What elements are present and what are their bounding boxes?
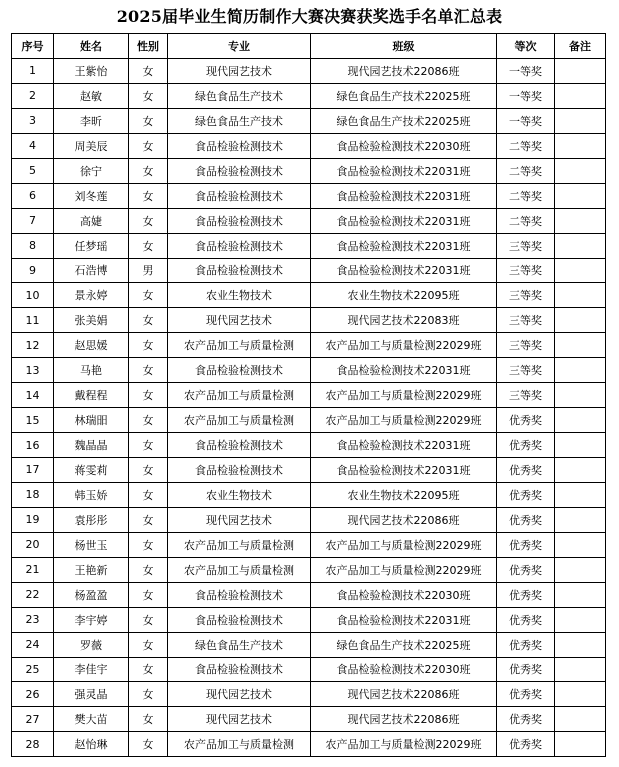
cell-name: 强灵晶 (54, 682, 129, 707)
cell-note (555, 433, 606, 458)
cell-class: 农产品加工与质量检测22029班 (311, 408, 497, 433)
table-row (12, 183, 606, 208)
cell-no: 23 (12, 607, 54, 632)
table-row (12, 333, 606, 358)
cell-level: 优秀奖 (497, 458, 555, 483)
cell-no: 24 (12, 632, 54, 657)
cell-class: 现代园艺技术22086班 (311, 507, 497, 532)
header-name: 姓名 (54, 34, 129, 59)
cell-note (555, 133, 606, 158)
cell-class: 现代园艺技术22083班 (311, 308, 497, 333)
cell-gender: 女 (129, 133, 168, 158)
cell-major: 农业生物技术 (168, 283, 311, 308)
cell-note (555, 582, 606, 607)
cell-note (555, 183, 606, 208)
cell-name: 王紫怡 (54, 59, 129, 84)
cell-level: 优秀奖 (497, 632, 555, 657)
cell-major: 食品检验检测技术 (168, 582, 311, 607)
cell-class: 食品检验检测技术22031班 (311, 358, 497, 383)
cell-level: 二等奖 (497, 133, 555, 158)
cell-gender: 女 (129, 358, 168, 383)
cell-level: 优秀奖 (497, 408, 555, 433)
table-row (12, 283, 606, 308)
cell-name: 杨盈盈 (54, 582, 129, 607)
table-row (12, 433, 606, 458)
cell-gender: 女 (129, 83, 168, 108)
cell-major: 农产品加工与质量检测 (168, 333, 311, 358)
cell-major: 绿色食品生产技术 (168, 83, 311, 108)
cell-major: 食品检验检测技术 (168, 458, 311, 483)
cell-major: 绿色食品生产技术 (168, 108, 311, 133)
header-level: 等次 (497, 34, 555, 59)
cell-no: 10 (12, 283, 54, 308)
header-class: 班级 (311, 34, 497, 59)
cell-note (555, 632, 606, 657)
cell-major: 农业生物技术 (168, 482, 311, 507)
header-note: 备注 (555, 34, 606, 59)
cell-gender: 女 (129, 582, 168, 607)
cell-no: 1 (12, 59, 54, 84)
cell-name: 石浩博 (54, 258, 129, 283)
cell-note (555, 607, 606, 632)
cell-name: 徐宁 (54, 158, 129, 183)
cell-note (555, 383, 606, 408)
table-row (12, 83, 606, 108)
cell-level: 三等奖 (497, 283, 555, 308)
cell-major: 食品检验检测技术 (168, 133, 311, 158)
cell-class: 食品检验检测技术22031班 (311, 458, 497, 483)
cell-name: 高婕 (54, 208, 129, 233)
cell-gender: 女 (129, 408, 168, 433)
table-row (12, 308, 606, 333)
cell-name: 李佳宇 (54, 657, 129, 682)
cell-note (555, 358, 606, 383)
cell-class: 农产品加工与质量检测22029班 (311, 532, 497, 557)
cell-gender: 女 (129, 283, 168, 308)
cell-major: 食品检验检测技术 (168, 208, 311, 233)
cell-note (555, 507, 606, 532)
cell-gender: 女 (129, 657, 168, 682)
cell-class: 绿色食品生产技术22025班 (311, 83, 497, 108)
cell-no: 2 (12, 83, 54, 108)
cell-level: 一等奖 (497, 83, 555, 108)
cell-major: 食品检验检测技术 (168, 657, 311, 682)
cell-name: 赵怡琳 (54, 732, 129, 757)
cell-major: 现代园艺技术 (168, 682, 311, 707)
cell-gender: 女 (129, 233, 168, 258)
table-row (12, 582, 606, 607)
cell-note (555, 458, 606, 483)
cell-major: 农产品加工与质量检测 (168, 557, 311, 582)
cell-note (555, 682, 606, 707)
cell-major: 农产品加工与质量检测 (168, 383, 311, 408)
cell-level: 优秀奖 (497, 433, 555, 458)
cell-name: 樊大苗 (54, 707, 129, 732)
cell-name: 周美辰 (54, 133, 129, 158)
cell-name: 赵敏 (54, 83, 129, 108)
cell-major: 食品检验检测技术 (168, 233, 311, 258)
cell-major: 食品检验检测技术 (168, 183, 311, 208)
cell-level: 优秀奖 (497, 732, 555, 757)
cell-no: 26 (12, 682, 54, 707)
cell-no: 15 (12, 408, 54, 433)
cell-name: 戴程程 (54, 383, 129, 408)
cell-level: 优秀奖 (497, 682, 555, 707)
cell-no: 9 (12, 258, 54, 283)
cell-level: 二等奖 (497, 158, 555, 183)
cell-no: 27 (12, 707, 54, 732)
cell-note (555, 657, 606, 682)
cell-name: 魏晶晶 (54, 433, 129, 458)
table-row (12, 557, 606, 582)
cell-note (555, 482, 606, 507)
cell-no: 12 (12, 333, 54, 358)
cell-note (555, 408, 606, 433)
header-gender: 性别 (129, 34, 168, 59)
cell-note (555, 233, 606, 258)
cell-gender: 女 (129, 507, 168, 532)
cell-no: 6 (12, 183, 54, 208)
cell-gender: 女 (129, 482, 168, 507)
cell-level: 一等奖 (497, 59, 555, 84)
cell-name: 王艳新 (54, 557, 129, 582)
cell-no: 19 (12, 507, 54, 532)
cell-no: 25 (12, 657, 54, 682)
cell-gender: 女 (129, 557, 168, 582)
cell-class: 食品检验检测技术22031班 (311, 208, 497, 233)
cell-name: 袁彤彤 (54, 507, 129, 532)
cell-gender: 女 (129, 433, 168, 458)
cell-gender: 女 (129, 707, 168, 732)
cell-no: 3 (12, 108, 54, 133)
cell-name: 刘冬莲 (54, 183, 129, 208)
cell-name: 李宇婷 (54, 607, 129, 632)
cell-name: 杨世玉 (54, 532, 129, 557)
cell-class: 食品检验检测技术22031班 (311, 183, 497, 208)
cell-class: 农产品加工与质量检测22029班 (311, 732, 497, 757)
cell-class: 食品检验检测技术22031班 (311, 433, 497, 458)
cell-name: 马艳 (54, 358, 129, 383)
cell-level: 优秀奖 (497, 532, 555, 557)
cell-name: 罗薇 (54, 632, 129, 657)
cell-gender: 女 (129, 308, 168, 333)
cell-major: 现代园艺技术 (168, 707, 311, 732)
cell-gender: 女 (129, 183, 168, 208)
table-row (12, 133, 606, 158)
cell-major: 食品检验检测技术 (168, 258, 311, 283)
cell-class: 农产品加工与质量检测22029班 (311, 557, 497, 582)
cell-no: 20 (12, 532, 54, 557)
cell-class: 食品检验检测技术22030班 (311, 657, 497, 682)
cell-level: 一等奖 (497, 108, 555, 133)
cell-level: 二等奖 (497, 208, 555, 233)
cell-level: 三等奖 (497, 233, 555, 258)
cell-level: 优秀奖 (497, 507, 555, 532)
cell-name: 赵思媛 (54, 333, 129, 358)
cell-name: 景永婷 (54, 283, 129, 308)
cell-class: 农业生物技术22095班 (311, 283, 497, 308)
cell-major: 现代园艺技术 (168, 59, 311, 84)
table-row (12, 682, 606, 707)
table-row (12, 108, 606, 133)
table-row (12, 482, 606, 507)
table-body (12, 59, 606, 757)
table-row (12, 208, 606, 233)
cell-gender: 女 (129, 632, 168, 657)
cell-major: 食品检验检测技术 (168, 358, 311, 383)
header-no: 序号 (12, 34, 54, 59)
table-row (12, 408, 606, 433)
cell-note (555, 707, 606, 732)
cell-class: 绿色食品生产技术22025班 (311, 632, 497, 657)
cell-no: 14 (12, 383, 54, 408)
cell-level: 三等奖 (497, 333, 555, 358)
cell-gender: 女 (129, 607, 168, 632)
cell-name: 林瑞昍 (54, 408, 129, 433)
table-row (12, 383, 606, 408)
cell-gender: 女 (129, 108, 168, 133)
cell-note (555, 532, 606, 557)
cell-no: 11 (12, 308, 54, 333)
cell-major: 食品检验检测技术 (168, 433, 311, 458)
cell-level: 三等奖 (497, 258, 555, 283)
cell-name: 任梦瑶 (54, 233, 129, 258)
cell-no: 5 (12, 158, 54, 183)
table-row (12, 707, 606, 732)
table-row (12, 507, 606, 532)
table-row (12, 607, 606, 632)
table-row (12, 258, 606, 283)
table-row (12, 632, 606, 657)
cell-gender: 女 (129, 59, 168, 84)
cell-gender: 女 (129, 532, 168, 557)
cell-class: 绿色食品生产技术22025班 (311, 108, 497, 133)
table-row (12, 59, 606, 84)
cell-major: 现代园艺技术 (168, 507, 311, 532)
cell-major: 食品检验检测技术 (168, 158, 311, 183)
table-row (12, 458, 606, 483)
table-row (12, 358, 606, 383)
cell-gender: 女 (129, 333, 168, 358)
cell-no: 28 (12, 732, 54, 757)
cell-class: 食品检验检测技术22030班 (311, 582, 497, 607)
cell-note (555, 158, 606, 183)
header-row (12, 34, 606, 59)
cell-gender: 女 (129, 158, 168, 183)
table-row (12, 732, 606, 757)
cell-note (555, 732, 606, 757)
table-row (12, 233, 606, 258)
cell-no: 8 (12, 233, 54, 258)
cell-note (555, 108, 606, 133)
winners-table (11, 33, 606, 757)
cell-no: 16 (12, 433, 54, 458)
cell-gender: 男 (129, 258, 168, 283)
cell-major: 农产品加工与质量检测 (168, 732, 311, 757)
cell-name: 韩玉娇 (54, 482, 129, 507)
cell-class: 现代园艺技术22086班 (311, 707, 497, 732)
cell-level: 优秀奖 (497, 707, 555, 732)
cell-name: 李昕 (54, 108, 129, 133)
cell-gender: 女 (129, 208, 168, 233)
cell-note (555, 83, 606, 108)
cell-level: 优秀奖 (497, 607, 555, 632)
cell-no: 18 (12, 482, 54, 507)
cell-class: 食品检验检测技术22031班 (311, 158, 497, 183)
cell-gender: 女 (129, 682, 168, 707)
cell-class: 农产品加工与质量检测22029班 (311, 383, 497, 408)
cell-major: 食品检验检测技术 (168, 607, 311, 632)
cell-major: 农产品加工与质量检测 (168, 408, 311, 433)
cell-major: 现代园艺技术 (168, 308, 311, 333)
cell-class: 现代园艺技术22086班 (311, 59, 497, 84)
cell-no: 21 (12, 557, 54, 582)
table-row (12, 532, 606, 557)
cell-major: 农产品加工与质量检测 (168, 532, 311, 557)
cell-level: 优秀奖 (497, 557, 555, 582)
cell-no: 17 (12, 458, 54, 483)
cell-note (555, 333, 606, 358)
cell-no: 13 (12, 358, 54, 383)
cell-class: 食品检验检测技术22031班 (311, 607, 497, 632)
table-row (12, 158, 606, 183)
cell-gender: 女 (129, 383, 168, 408)
cell-class: 食品检验检测技术22031班 (311, 258, 497, 283)
cell-class: 食品检验检测技术22031班 (311, 233, 497, 258)
cell-note (555, 208, 606, 233)
cell-level: 二等奖 (497, 183, 555, 208)
cell-class: 食品检验检测技术22030班 (311, 133, 497, 158)
cell-no: 4 (12, 133, 54, 158)
cell-note (555, 557, 606, 582)
cell-note (555, 308, 606, 333)
cell-note (555, 283, 606, 308)
cell-level: 优秀奖 (497, 582, 555, 607)
cell-major: 绿色食品生产技术 (168, 632, 311, 657)
cell-level: 优秀奖 (497, 657, 555, 682)
table-row (12, 657, 606, 682)
document-title: 2025届毕业生简历制作大赛决赛获奖选手名单汇总表 (116, 7, 503, 26)
cell-level: 三等奖 (497, 358, 555, 383)
cell-class: 农产品加工与质量检测22029班 (311, 333, 497, 358)
cell-gender: 女 (129, 732, 168, 757)
cell-no: 7 (12, 208, 54, 233)
cell-name: 张美娟 (54, 308, 129, 333)
cell-level: 三等奖 (497, 383, 555, 408)
cell-gender: 女 (129, 458, 168, 483)
header-major: 专业 (168, 34, 311, 59)
cell-note (555, 258, 606, 283)
cell-level: 三等奖 (497, 308, 555, 333)
cell-no: 22 (12, 582, 54, 607)
cell-note (555, 59, 606, 84)
cell-class: 现代园艺技术22086班 (311, 682, 497, 707)
cell-level: 优秀奖 (497, 482, 555, 507)
cell-class: 农业生物技术22095班 (311, 482, 497, 507)
cell-name: 蒋雯莉 (54, 458, 129, 483)
